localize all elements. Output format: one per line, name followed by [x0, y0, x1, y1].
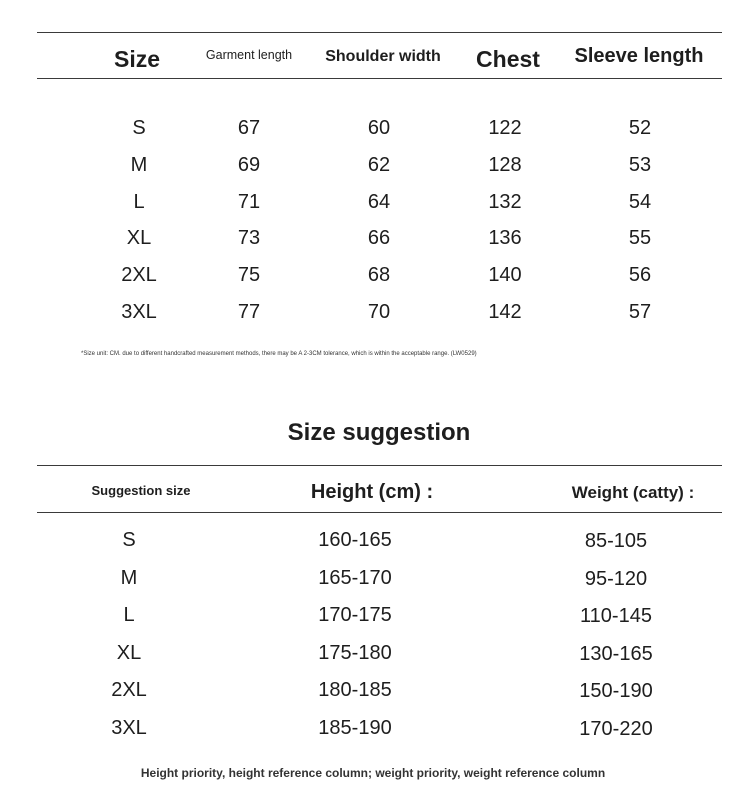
cell-chest: 122 — [488, 117, 522, 139]
suggestion-top-rule — [37, 465, 722, 466]
cell-shoulder-width: 62 — [367, 153, 391, 176]
cell-height-range: 175-180 — [318, 641, 392, 664]
size-table-top-rule — [37, 32, 722, 33]
suggestion-header-rule — [37, 512, 722, 513]
cell-weight-range: 110-145 — [580, 605, 652, 627]
cell-height-range: 185-190 — [318, 716, 392, 739]
cell-garment-length: 73 — [237, 227, 261, 250]
size-table-header-rule — [37, 78, 722, 79]
cell-shoulder-width: 70 — [367, 301, 391, 323]
cell-size: 2XL — [121, 264, 157, 287]
cell-shoulder-width: 60 — [367, 117, 391, 139]
cell-suggestion-size: S — [122, 529, 136, 551]
cell-shoulder-width: 66 — [367, 227, 391, 250]
cell-weight-range: 150-190 — [579, 680, 653, 702]
cell-height-range: 180-185 — [318, 679, 392, 701]
cell-height-range: 170-175 — [318, 604, 392, 626]
cell-chest: 132 — [488, 190, 522, 213]
cell-weight-range: 95-120 — [584, 567, 648, 590]
cell-garment-length: 71 — [237, 190, 261, 213]
header-size: Size — [113, 46, 161, 72]
cell-suggestion-size: 2XL — [111, 679, 147, 701]
cell-shoulder-width: 68 — [367, 264, 391, 287]
cell-size: 3XL — [121, 301, 157, 323]
cell-sleeve-length: 57 — [628, 301, 652, 323]
cell-sleeve-length: 52 — [628, 117, 652, 139]
cell-suggestion-size: L — [123, 604, 135, 626]
measurement-note: *Size unit: CM. due to different handcrafted measurement methods, there may be A 2-3CM tolerance, which is within the acceptable range. (LW0529) — [81, 351, 477, 357]
cell-size: M — [130, 153, 148, 176]
cell-size: S — [132, 117, 146, 139]
header-weight: Weight (catty) : — [571, 483, 695, 502]
header-height: Height (cm) : — [310, 481, 434, 503]
cell-garment-length: 77 — [237, 301, 261, 323]
cell-weight-range: 170-220 — [579, 717, 653, 740]
suggestion-title: Size suggestion — [287, 419, 471, 446]
cell-garment-length: 67 — [237, 117, 261, 139]
cell-shoulder-width: 64 — [367, 190, 391, 213]
cell-sleeve-length: 55 — [628, 227, 652, 250]
header-chest: Chest — [476, 46, 540, 72]
cell-weight-range: 85-105 — [584, 530, 648, 552]
cell-sleeve-length: 54 — [628, 190, 652, 213]
cell-suggestion-size: M — [120, 566, 138, 589]
cell-chest: 142 — [488, 301, 522, 323]
suggestion-footer-note: Height priority, height reference column; weight priority, weight reference column — [140, 766, 606, 780]
cell-height-range: 165-170 — [318, 566, 392, 589]
header-shoulder-width: Shoulder width — [325, 48, 441, 65]
cell-garment-length: 69 — [237, 153, 261, 176]
cell-size: XL — [126, 227, 152, 250]
cell-weight-range: 130-165 — [579, 642, 653, 665]
cell-suggestion-size: XL — [116, 641, 142, 664]
cell-garment-length: 75 — [237, 264, 261, 287]
cell-height-range: 160-165 — [318, 529, 392, 551]
header-suggestion-size: Suggestion size — [91, 483, 191, 498]
header-garment-length: Garment length — [205, 48, 293, 62]
cell-size: L — [133, 190, 145, 213]
cell-chest: 136 — [488, 227, 522, 250]
cell-suggestion-size: 3XL — [111, 716, 147, 739]
cell-chest: 128 — [488, 153, 522, 176]
cell-sleeve-length: 56 — [628, 264, 652, 287]
header-sleeve-length: Sleeve length — [574, 45, 704, 67]
cell-sleeve-length: 53 — [628, 153, 652, 176]
cell-chest: 140 — [488, 264, 522, 287]
